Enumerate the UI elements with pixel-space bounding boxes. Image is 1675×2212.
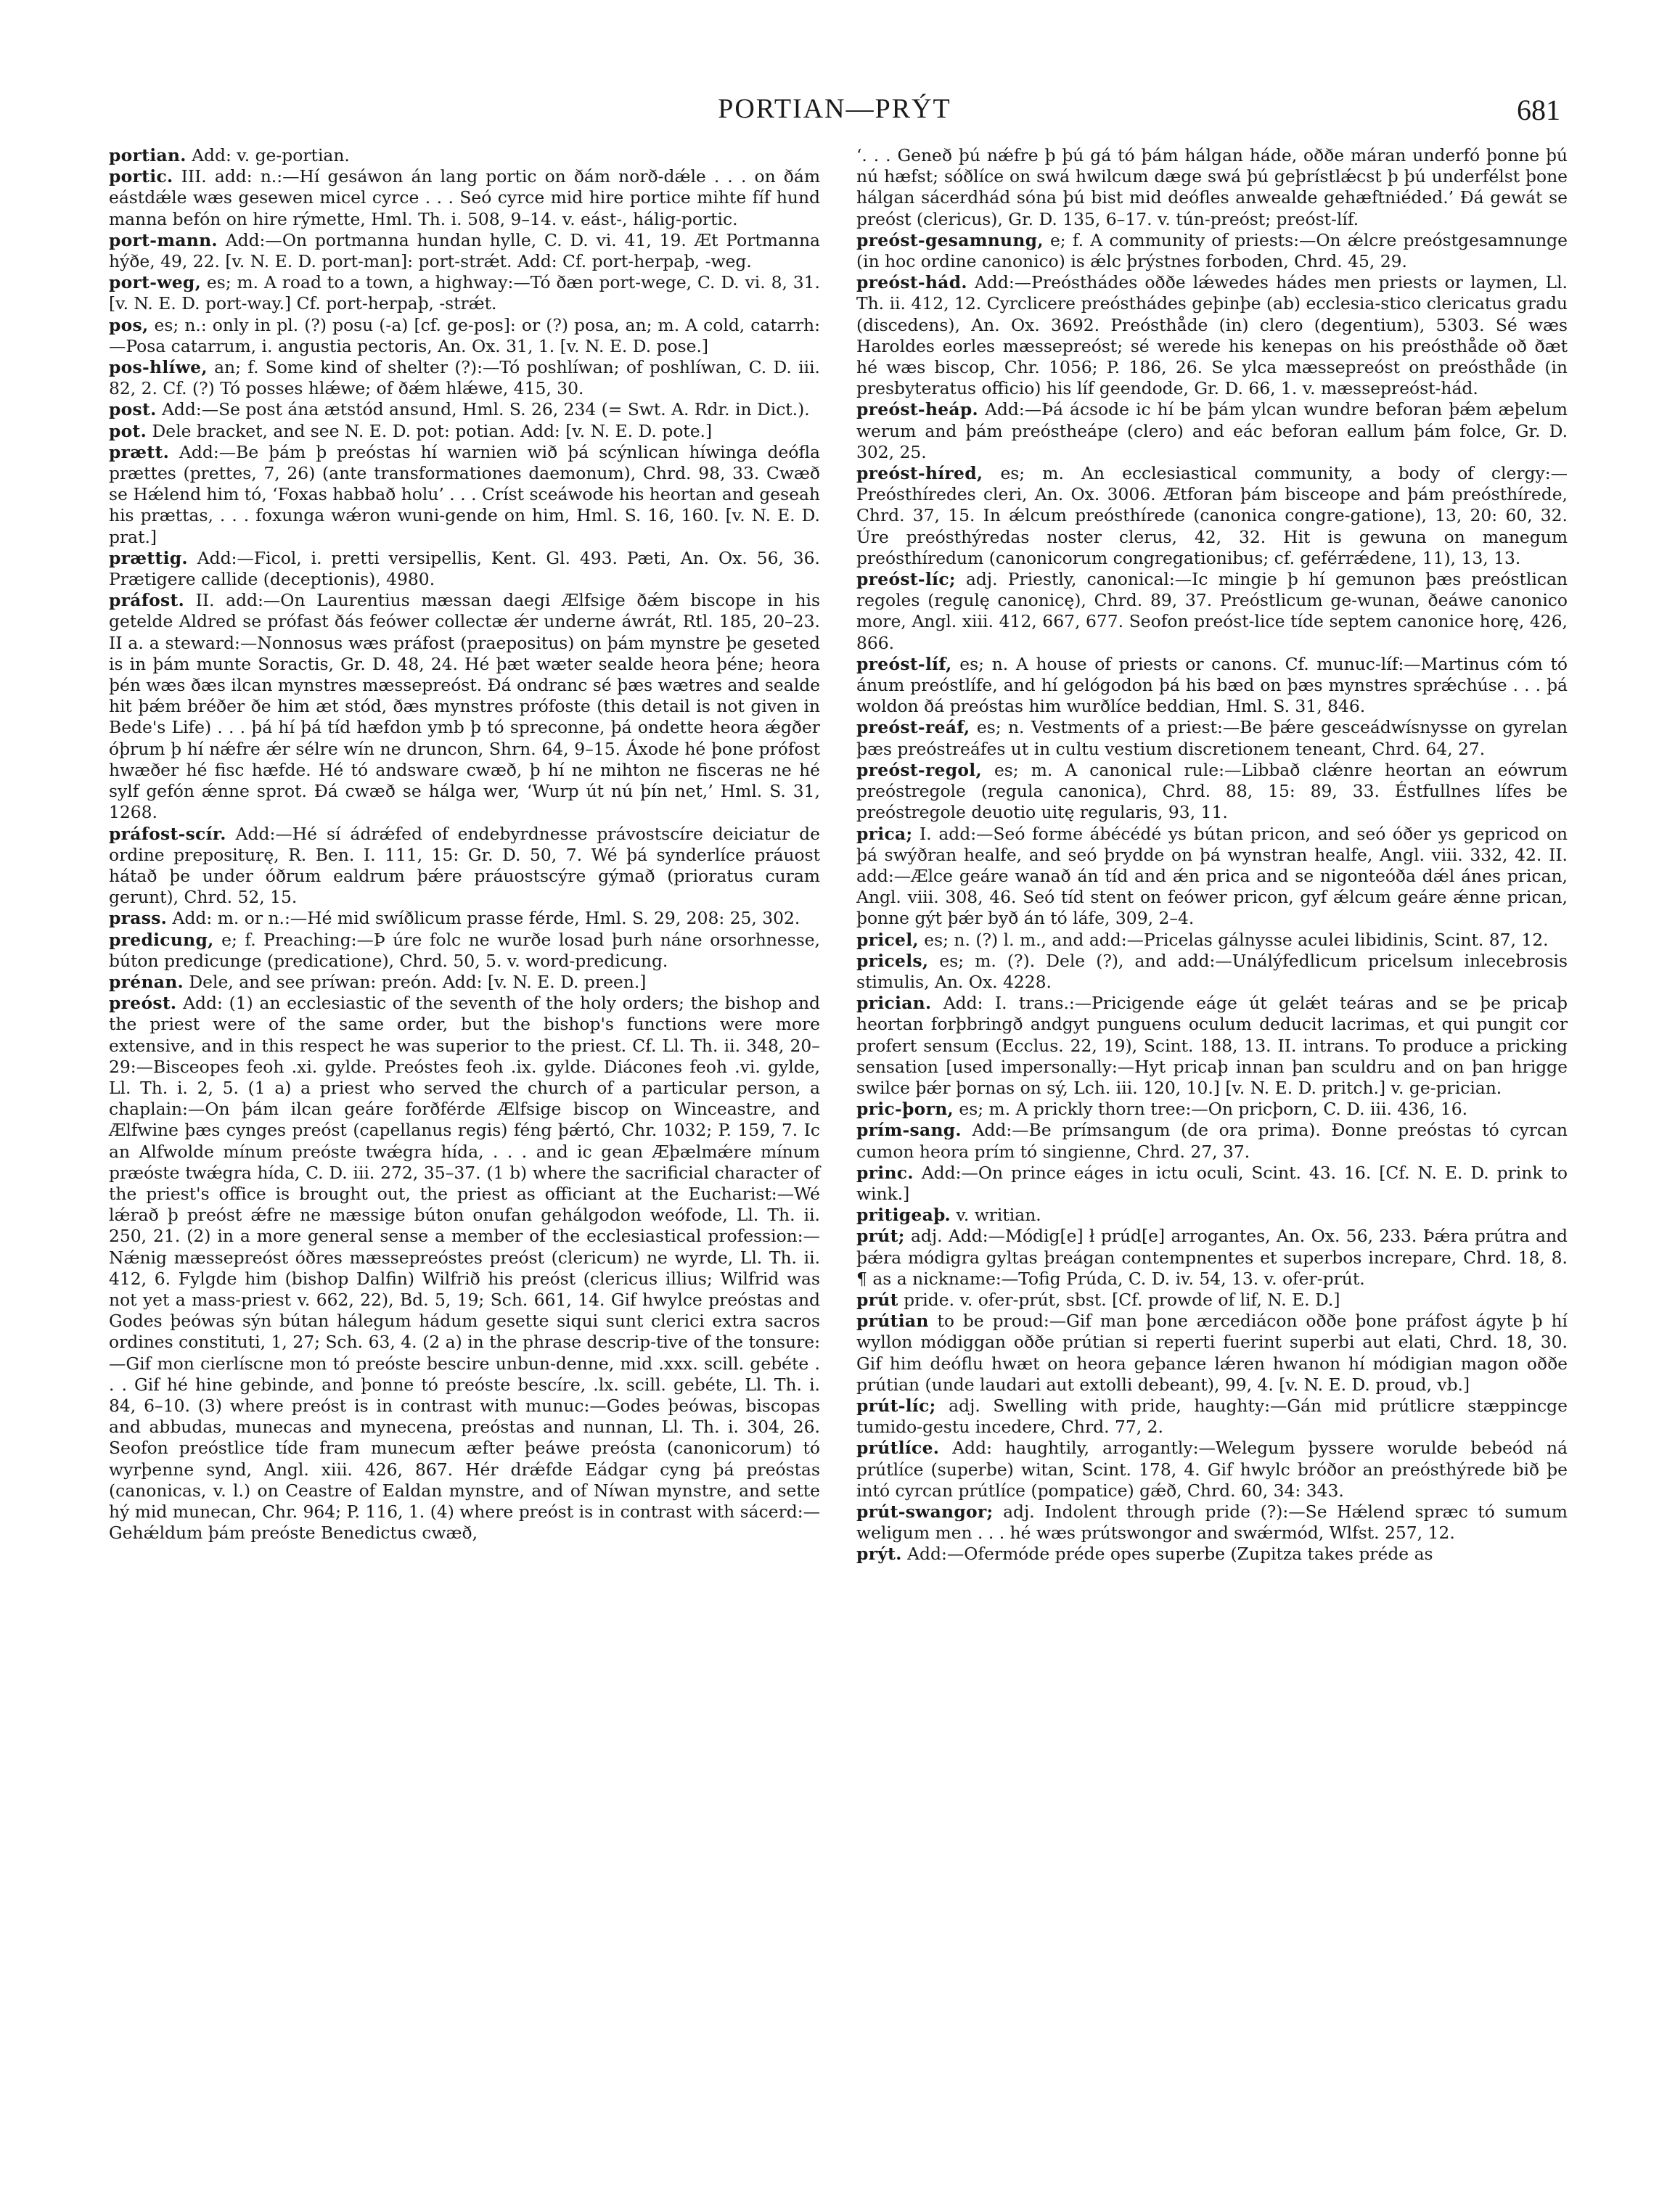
dictionary-entry	[856, 760, 1568, 824]
entry-body: Add:—Ofermóde préde opes superbe (Zupitza takes préde as	[901, 1544, 1433, 1565]
right-column	[856, 145, 1568, 2177]
entry-body: Add:—Be prímsangum (de ora prima). Ðonne preóstas tó cyrcan cumon heora prím tó singienne, Chrd. 27, 37.	[856, 1120, 1568, 1162]
entry-body: e; f. Preaching:—Þ úre folc ne wurðe losad þurh náne orsorhnesse, búton predicunge (predicatione), Chrd. 50, 5. v. word-predicung.	[109, 929, 820, 971]
dictionary-entry	[109, 548, 820, 590]
entry-body: II. add:—On Laurentius mæssan daegi Ælfsige ðǽm biscope in his getelde Aldred se prófast ðás feówer collectæ ǽr underne áwrát, Rtl. 185, 20–23. II a. a steward:—Nonnosus wæs práfost (praepositus) on þám mynstre þe geseted is in þám munte Soractis, Gr. D. 48, 24. Hé þæt wæter sealde heora þéne; heora þén wæs ðæs ilcan mynstres mæssepreóst. Ðá ondranc sé þæs wætres and sealde hit þǽm bréðer ðe him æt stód, ðæs mynstres prófoste (this detail is not given in Bede's Life) . . . þá hí þá tíd hæfdon ymb þ tó spreconne, þá ondette heora ǽgðer óþrum þ hí nǽfre ǽr sélre wín ne druncon, Shrn. 64, 9–15. Áxode hé þone prófost hwæðer hé fisc hæfde. Hé tó andsware cwæð, þ hí ne mihton ne fisceras ne hé sylf gefón ǽnne sprot. Ðá cwæð se hálga wer, ‘Wurp út nú þín net,’ Hml. S. 31, 1268.	[109, 590, 820, 823]
entry-body: es; n. (?) l. m., and add:—Pricelas gálnysse aculei libidinis, Scint. 87, 12.	[918, 929, 1549, 950]
dictionary-entry	[856, 145, 1568, 230]
entry-headword: preóst-regol,	[856, 759, 982, 780]
entry-headword: preóst-líf,	[856, 653, 952, 674]
entry-headword: prica;	[856, 823, 913, 844]
entry-headword: pos-hlíwe,	[109, 357, 208, 378]
dictionary-entry	[856, 1120, 1568, 1162]
dictionary-entry	[856, 272, 1568, 399]
entry-body: es; m. A road to a town, a highway:—Tó ðæn port-wege, C. D. vi. 8, 31. [v. N. E. D. port-way.] Cf. port-herpaþ, -strǽt.	[109, 272, 820, 314]
dictionary-entry	[856, 654, 1568, 718]
entry-headword: prýt.	[856, 1544, 902, 1565]
entry-body: Add: m. or n.:—Hé mid swíðlicum prasse férde, Hml. S. 29, 208: 25, 302.	[167, 908, 800, 929]
entry-headword: prass.	[109, 908, 168, 929]
entry-body: Add: v. ge-portian.	[186, 145, 350, 165]
dictionary-entry	[109, 590, 820, 823]
entry-body: an; f. Some kind of shelter (?):—Tó poshlíwan; of poshlíwan, C. D. iii. 82, 2. Cf. (?) Tó posses hlǽwe; of ðǽm hlǽwe, 415, 30.	[109, 357, 820, 399]
entry-body: Add:—On portmanna hundan hylle, C. D. vi. 41, 19. Æt Portmanna hýðe, 49, 22. [v. N. E. D. port-man]: port-strǽt. Add: Cf. port-herpaþ, -weg.	[109, 229, 820, 272]
entry-headword: post.	[109, 399, 157, 420]
entry-body: adj. Add:—Módig[e] ł prúd[e] arrogantes, An. Ox. 56, 233. Þǽra prútra and þǽra módigra gyltas þreágan contempnentes et superbos increpare, Chrd. 18, 8. ¶ as a nickname:—Tofig Prúda, C. D. iv. 54, 13. v. ofer-prút.	[856, 1226, 1568, 1289]
entry-body: Add:—Þá ácsode ic hí be þám ylcan wundre beforan þǽm æþelum werum and þám preóstheápe (clero) and eác beforan eallum þám folce, Gr. D. 302, 25.	[856, 399, 1568, 462]
entry-headword: prician.	[856, 993, 932, 1014]
entry-body: ‘. . . Geneð þú nǽfre þ þú gá tó þám hálgan háde, oððe máran underfó þonne þú nú hæfst; sóðlíce on swá hwilcum dæge swá þú geþrístlǽcst þ þú underfélst þone hálgan sácerdhád sóna þú bist mid deófles anwealde gehæftniéded.’ Ðá gewát se preóst (clericus), Gr. D. 135, 6–17. v. tún-preóst; preóst-líf.	[856, 145, 1568, 229]
entry-body: es; n. Vestments of a priest:—Be þǽre gesceádwísnysse on gyrelan þæs preóstreáfes ut in cultu vestium discretionem teneant, Chrd. 64, 27.	[856, 717, 1568, 759]
dictionary-entry	[109, 145, 820, 166]
entry-headword: preóst-heáp.	[856, 399, 978, 420]
entry-body: e; f. A community of priests:—On ǽlcre preóstgesamnunge (in hoc ordine canonico) is ǽlc þrýstnes forboden, Chrd. 45, 29.	[856, 229, 1568, 272]
entry-headword: preóst-gesamnung,	[856, 229, 1044, 250]
entry-body: Add: I. trans.:—Pricigende eáge út gelǽt teáras and se þe pricaþ heortan forþbringð andgyt punguens oculum deducit lacrimas, et qui pungit cor profert sensum (Ecclus. 22, 19), Scint. 188, 13. II. intrans. To produce a pricking sensation [used impersonally:—Hyt pricaþ innan þan sculdru and on þan hrigge swilce þǽr þornas on sý, Lch. iii. 120, 10.] [v. N. E. D. pritch.] v. ge-prician.	[856, 993, 1568, 1098]
dictionary-entry	[856, 717, 1568, 759]
left-column	[109, 145, 820, 2177]
entry-body: es; m. (?). Dele (?), and add:—Unálýfedlicum pricelsum inlecebrosis stimulis, An. Ox. 4228.	[856, 950, 1568, 992]
entry-headword: port-weg,	[109, 272, 202, 293]
entry-body: Add:—Hé sí ádrǽfed of endebyrdnesse právostscíre deiciatur de ordine prepositurę, R. Ben. I. 111, 15: Gr. D. 50, 7. Wé þá synderlíce práuost hátað þe under óðrum ealdrum þǽre práuostscýre gýmað (prioratus curam gerunt), Chrd. 52, 15.	[109, 823, 820, 908]
entry-body: es; n.: only in pl. (?) posu (-a) [cf. ge-pos]: or (?) posa, an; m. A cold, catarrh:—Posa catarrum, i. angustia pectoris, An. Ox. 31, 1. [v. N. E. D. pose.]	[109, 314, 820, 356]
entry-body: pride. v. ofer-prút, sbst. [Cf. prowde of lif, N. E. D.]	[898, 1289, 1340, 1310]
entry-headword: prím-sang.	[856, 1120, 962, 1141]
entry-headword: preóst-hád.	[856, 272, 967, 293]
entry-body: Add:—Preósthádes oððe lǽwedes hádes men priests or laymen, Ll. Th. ii. 412, 12. Cyrclicere preósthádes geþinþe (ab) ecclesia-stico clericatus gradu (discedens), An. Ox. 3692. Preósthåde (in) clero (degentium), 5303. Sé wæs Haroldes eorles mæssepreóst; sé werede his kenepas on his preósthåde oð ðæt hé wæs biscop, Chr. 1056; P. 186, 26. Se ylca mæssepreóst on preósthåde (in presbyteratus officio) his líf geendode, Gr. D. 66, 1. v. mæssepreóst-hád.	[856, 272, 1568, 399]
entry-body: Dele, and see príwan: preón. Add: [v. N. E. D. preen.]	[183, 971, 647, 992]
entry-body: Add: haughtily, arrogantly:—Welegum þyssere worulde bebeód ná prútlíce (superbe) witan, Scint. 178, 4. Gif hwylc bróðor an preósthýrede bið þe intó cyrcan prútlíce (pompatice) gǽð, Chrd. 60, 34: 343.	[856, 1438, 1568, 1501]
dictionary-entry	[109, 442, 820, 548]
entry-headword: predicung,	[109, 929, 214, 950]
dictionary-entry	[856, 399, 1568, 463]
entry-headword: pos,	[109, 314, 149, 335]
entry-body: es; m. An ecclesiastical community, a body of clergy:—Preósthíredes cleri, An. Ox. 3006. Ætforan þám bisceope and þám preósthírede, Chrd. 37, 15. In ǽlcum preósthírede (canonica congre-gatione), 13, 20: 60, 32. Úre preósthýredas noster clerus, 42, 32. Hit is gewuna on manegum preósthíredum (canonicorum congregationibus; cf. geférrǽdene, 11), 13, 13.	[856, 463, 1568, 568]
dictionary-entry	[109, 972, 820, 993]
entry-headword: prút	[856, 1289, 898, 1310]
dictionary-entry	[856, 1290, 1568, 1311]
entry-headword: pricel,	[856, 929, 919, 950]
dictionary-entry	[109, 166, 820, 230]
dictionary-entry	[856, 824, 1568, 930]
entry-headword: prút-líc;	[856, 1395, 936, 1416]
dictionary-entry	[109, 930, 820, 972]
entry-headword: prútian	[856, 1311, 929, 1332]
dictionary-entry	[856, 1311, 1568, 1396]
entry-body: to be proud:—Gif man þone ærcediácon oððe þone práfost ágyte þ hí wyllon módiggan oððe prútian si reperti fuerint superbi aut elati, Chrd. 18, 30. Gif him deóflu hwæt on heora geþance lǽren hwanon hí módigian magon oððe prútian (unde laudari aut extolli debeant), 99, 4. [v. N. E. D. proud, vb.]	[856, 1311, 1568, 1395]
entry-headword: pric-þorn,	[856, 1099, 954, 1120]
entry-headword: pot.	[109, 420, 147, 441]
entry-headword: preóst-reáf,	[856, 717, 970, 738]
entry-headword: prút-swangor;	[856, 1502, 994, 1522]
entry-body: adj. Swelling with pride, haughty:—Gán mid prútlicre stæppincge tumido-gestu incedere, Chrd. 77, 2.	[856, 1395, 1568, 1438]
entry-body: Add:—Ficol, i. pretti versipellis, Kent. Gl. 493. Pæti, An. Ox. 56, 36. Prætigere callide (deceptionis), 4980.	[109, 547, 820, 590]
dictionary-entry	[856, 993, 1568, 1099]
entry-headword: pricels,	[856, 950, 929, 971]
entry-headword: prútlíce.	[856, 1438, 940, 1459]
entry-body: es; m. A canonical rule:—Libbað clǽnre heortan an eówrum preóstregole (regula canonica), Chrd. 88, 15: 89, 33. Éstfullnes lífes be preóstregole deuotio uitę regularis, 93, 11.	[856, 759, 1568, 823]
entry-body: Add:—Se post ána ætstód ansund, Hml. S. 26, 234 (= Swt. A. Rdr. in Dict.).	[156, 399, 810, 420]
dictionary-entry	[109, 421, 820, 442]
dictionary-entry	[856, 1544, 1568, 1565]
dictionary-entry	[856, 1502, 1568, 1544]
dictionary-entry	[856, 930, 1568, 951]
entry-body: Add:—Be þám þ preóstas hí warnien wið þá scýnlican híwinga deófla prættes (prettes, 7, 26) (ante transformationes daemonum), Chrd. 98, 33. Cwæð se Hǽlend him tó, ‘Foxas habbað holu’ . . . Críst sceáwode his heortan and geseah his prættas, . . . foxunga wǽron wuni-gende on him, Hml. S. 16, 160. [v. N. E. D. prat.]	[109, 441, 820, 547]
entry-headword: prút;	[856, 1226, 905, 1247]
dictionary-entry	[109, 272, 820, 314]
entry-headword: port-mann.	[109, 229, 218, 250]
entry-body: Dele bracket, and see N. E. D. pot: potian. Add: [v. N. E. D. pote.]	[147, 420, 713, 441]
entry-body: Add:—On prince eáges in ictu oculi, Scint. 43. 16. [Cf. N. E. D. prink to wink.]	[856, 1162, 1568, 1204]
entry-headword: prénan.	[109, 971, 184, 992]
entry-headword: preóst.	[109, 993, 177, 1014]
dictionary-entry	[109, 993, 820, 1544]
entry-body: adj. Indolent through pride (?):—Se Hǽlend spræc tó sumum weligum men . . . hé wæs prútswongor and swǽrmód, Wlfst. 257, 12.	[856, 1502, 1568, 1544]
entry-headword: práfost-scír.	[109, 823, 226, 844]
entry-body: Add: (1) an ecclesiastic of the seventh of the holy orders; the bishop and the priest were of the same order, but the bishop's functions were more extensive, and in this respect he was superior to the priest. Cf. Ll. Th. ii. 348, 20–29:—Bisceopes feoh .xi. gylde. Preóstes feoh .ix. gylde. Diácones feoh .vi. gylde, Ll. Th. i. 2, 5. (1 a) a priest who served the church of a particular person, a chaplain:—On þám ilcan geáre forðférde Ælfsige biscop on Winceastre, and Ælfwine þæs cynges preóst (capellanus regis) féng þǽrtó, Chr. 1032; P. 159, 7. Ic an Alfwolde mínum preóste twǽgra hída, . . . and ic gean Æþælmǽre mínum præóste twǽgra hída, C. D. iii. 272, 35–37. (1 b) where the sacrificial character of the priest's office is brought out, the priest as officiant at the Eucharist:—Wé lǽrað þ preóst ǽfre ne mæssige búton onufan gehálgodon weófode, Ll. Th. ii. 250, 21. (2) in a more general sense a member of the ecclesiastical profession:—Nǽnig mæssepreóst óðres mæssepreóstes preóst (clericum) ne wyrde, Ll. Th. ii. 412, 6. Fylgde him (bishop Dalfin) Wilfrið his preóst (clericus illius; Wilfrid was not yet a mass-priest v. 662, 22), Bd. 5, 19; Sch. 661, 14. Gif hwylce preóstas and Godes þeówas sýn bútan hálegum hádum gesette siqui sunt clerici extra sacros ordines constituti, 1, 27; Sch. 63, 4. (2 a) in the phrase descrip-tive of the tonsure:—Gif mon cierlíscne mon tó preóste bescire unbun-denne, mid .xxx. scill. gebéte . . . Gif hé hine gebinde, and þonne tó preóste bescíre, .lx. scill. gebéte, Ll. Th. i. 84, 6–10. (3) where preóst is in contrast with munuc:—Godes þeówas, biscopas and abbudas, munecas and mynecena, preóstas and nunnan, Ll. Th. i. 304, 26. Seofon preóstlice tíde fram munecum æfter þeáwe preósta (canonicorum) tó wyrþenne synd, Angl. xiii. 426, 867. Hér drǽfde Eádgar cyng þá preóstas (canonicas, v. l.) on Ceastre of Ealdan mynstre, and of Níwan mynstre, and sette hý mid munecan, Chr. 964; P. 116, 1. (4) where preóst is in contrast with sácerd:—Gehǽldum þám preóste Benedictus cwæð,	[109, 993, 820, 1544]
dictionary-entry	[856, 1099, 1568, 1120]
entry-headword: práfost.	[109, 590, 185, 611]
entry-body: III. add: n.:—Hí gesáwon án lang portic on ðám norð-dǽle . . . on ðám eástdǽle wæs gesewen micel cyrce . . . Seó cyrce mid hire portice mihte fíf hund manna befón on hire rýmette, Hml. Th. i. 508, 9–14. v. eást-, hálig-portic.	[109, 166, 820, 229]
dictionary-columns	[109, 145, 1568, 2177]
dictionary-entry	[109, 315, 820, 357]
dictionary-entry	[109, 824, 820, 909]
dictionary-entry	[856, 1438, 1568, 1502]
dictionary-entry	[109, 399, 820, 420]
page-header	[109, 93, 1560, 136]
dictionary-entry	[109, 230, 820, 272]
entry-headword: preóst-líc;	[856, 569, 956, 590]
entry-body: adj. Priestly, canonical:—Ic mingie þ hí gemunon þæs preóstlican regoles (regulę canonicę), Chrd. 89, 37. Preóstlicum ge-wunan, ðeáwe canonico more, Angl. xiii. 412, 667, 677. Seofon preóst-lice tíde septem canonice horę, 426, 866.	[856, 569, 1568, 653]
entry-headword: prættig.	[109, 547, 188, 568]
entry-headword: portic.	[109, 166, 173, 187]
entry-headword: portian.	[109, 145, 187, 165]
dictionary-entry	[856, 951, 1568, 993]
page-number: 681	[1517, 94, 1560, 126]
entry-headword: preóst-híred,	[856, 463, 983, 484]
dictionary-entry	[856, 1396, 1568, 1438]
entry-body: es; n. A house of priests or canons. Cf. munuc-líf:—Martinus cóm tó ánum preóstlífe, and hí gelógodon þá his bæd on þæs mynstres sprǽchúse . . . þá woldon ðá preóstas him wurðlíce beddian, Hml. S. 31, 846.	[856, 653, 1568, 717]
dictionary-entry	[856, 1226, 1568, 1290]
dictionary-entry	[856, 1163, 1568, 1205]
entry-headword: prætt.	[109, 441, 170, 462]
dictionary-entry	[856, 463, 1568, 569]
entry-body: I. add:—Seó forme ábécédé ys bútan pricon, and seó óðer ys gepricod on þá swýðran healfe, and seó þrydde on þá wynstran healfe, Angl. viii. 332, 42. II. add:—Ælce geáre wanað án tíd and ǽn prica and se nigonteóða dǽl ánes prican, Angl. viii. 308, 46. Seó tíd stent on feówer pricon, gyf ǽlcum geáre ǽnne prican, þonne gýt þǽr byð án tó láfe, 309, 2–4.	[856, 823, 1568, 929]
entry-body: v. writian.	[950, 1205, 1041, 1226]
entry-headword: pritigeaþ.	[856, 1205, 951, 1226]
dictionary-entry	[109, 908, 820, 929]
dictionary-entry	[856, 1205, 1568, 1226]
entry-body: es; m. A prickly thorn tree:—On pricþorn, C. D. iii. 436, 16.	[953, 1099, 1468, 1120]
dictionary-entry	[856, 230, 1568, 272]
dictionary-entry	[856, 569, 1568, 654]
running-head: PORTIAN—PRÝT	[718, 94, 951, 124]
dictionary-entry	[109, 357, 820, 399]
entry-headword: princ.	[856, 1162, 914, 1183]
